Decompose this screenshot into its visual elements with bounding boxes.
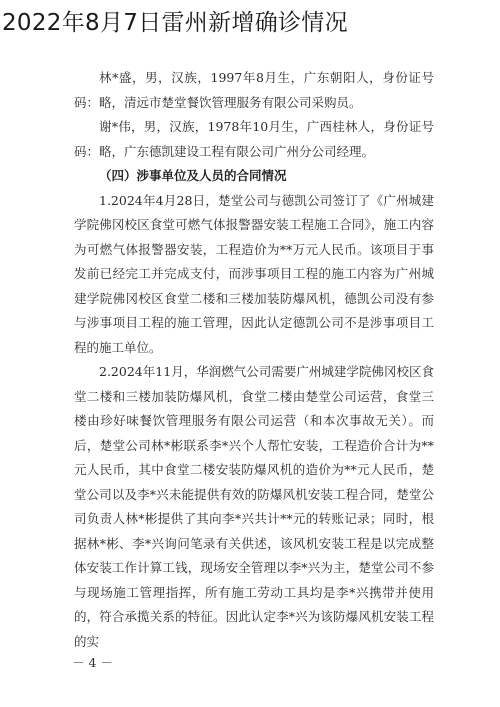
contract-paragraph-1: 1.2024年4月28日，楚堂公司与德凯公司签订了《广州城建学院佛冈校区食堂可燃气体报警器安装工程施工合同》，施工内容为可燃气体报警器安装，工程造价为**万元人民币。该项目于事发前已经完工并完成支付，而涉事项目工程的施工内容为广州城建学院佛冈校区食堂二楼和三楼加装防爆风机，德凯公司没有参与涉事项目工程的施工管理，因此认定德凯公司不是涉事项目工程的施工单位。: [74, 192, 434, 355]
page-number: － 4 －: [72, 655, 113, 670]
personnel-paragraph-xie: 谢*伟，男，汉族，1978年10月生，广西桂林人，身份证号码：略，广东德凯建设工程有限公司广州分公司经理。: [74, 119, 434, 159]
page-title: 2022年8月7日雷州新增确诊情况: [2, 10, 348, 36]
contract-paragraph-2: 2.2024年11月，华润燃气公司需要广州城建学院佛冈校区食堂二楼和三楼加装防爆风机，食堂二楼由楚堂公司运营，食堂三楼由珍好味餐饮管理服务有限公司运营（和本次事故无关）。而后，楚堂公司林*彬联系李*兴个人帮忙安装，工程造价合计为**元人民币，其中食堂二楼安装防爆风机的造价为**元人民币，楚堂公司以及李*兴未能提供有效的防爆风机安装工程合同，楚堂公司负责人林*彬提供了其向李*兴共计**元的转账记录；同时，根据林*彬、李*兴询问笔录有关供述，该风机安装工程是以完成整体安装工作计算工钱，现场安全管理以李*兴为主，楚堂公司不参与现场施工管理指挥，所有施工劳动工具均是李*兴携带并使用的，符合承揽关系的特征。因此认定李*兴为该防爆风机安装工程的实: [74, 364, 434, 649]
section-heading-contracts: （四）涉事单位及人员的合同情况: [99, 168, 287, 183]
personnel-paragraph-lin: 林*盛，男，汉族，1997年8月生，广东朝阳人，身份证号码：略，清远市楚堂餐饮管理服务有限公司采购员。: [74, 70, 434, 110]
document-body: [74, 66, 434, 654]
